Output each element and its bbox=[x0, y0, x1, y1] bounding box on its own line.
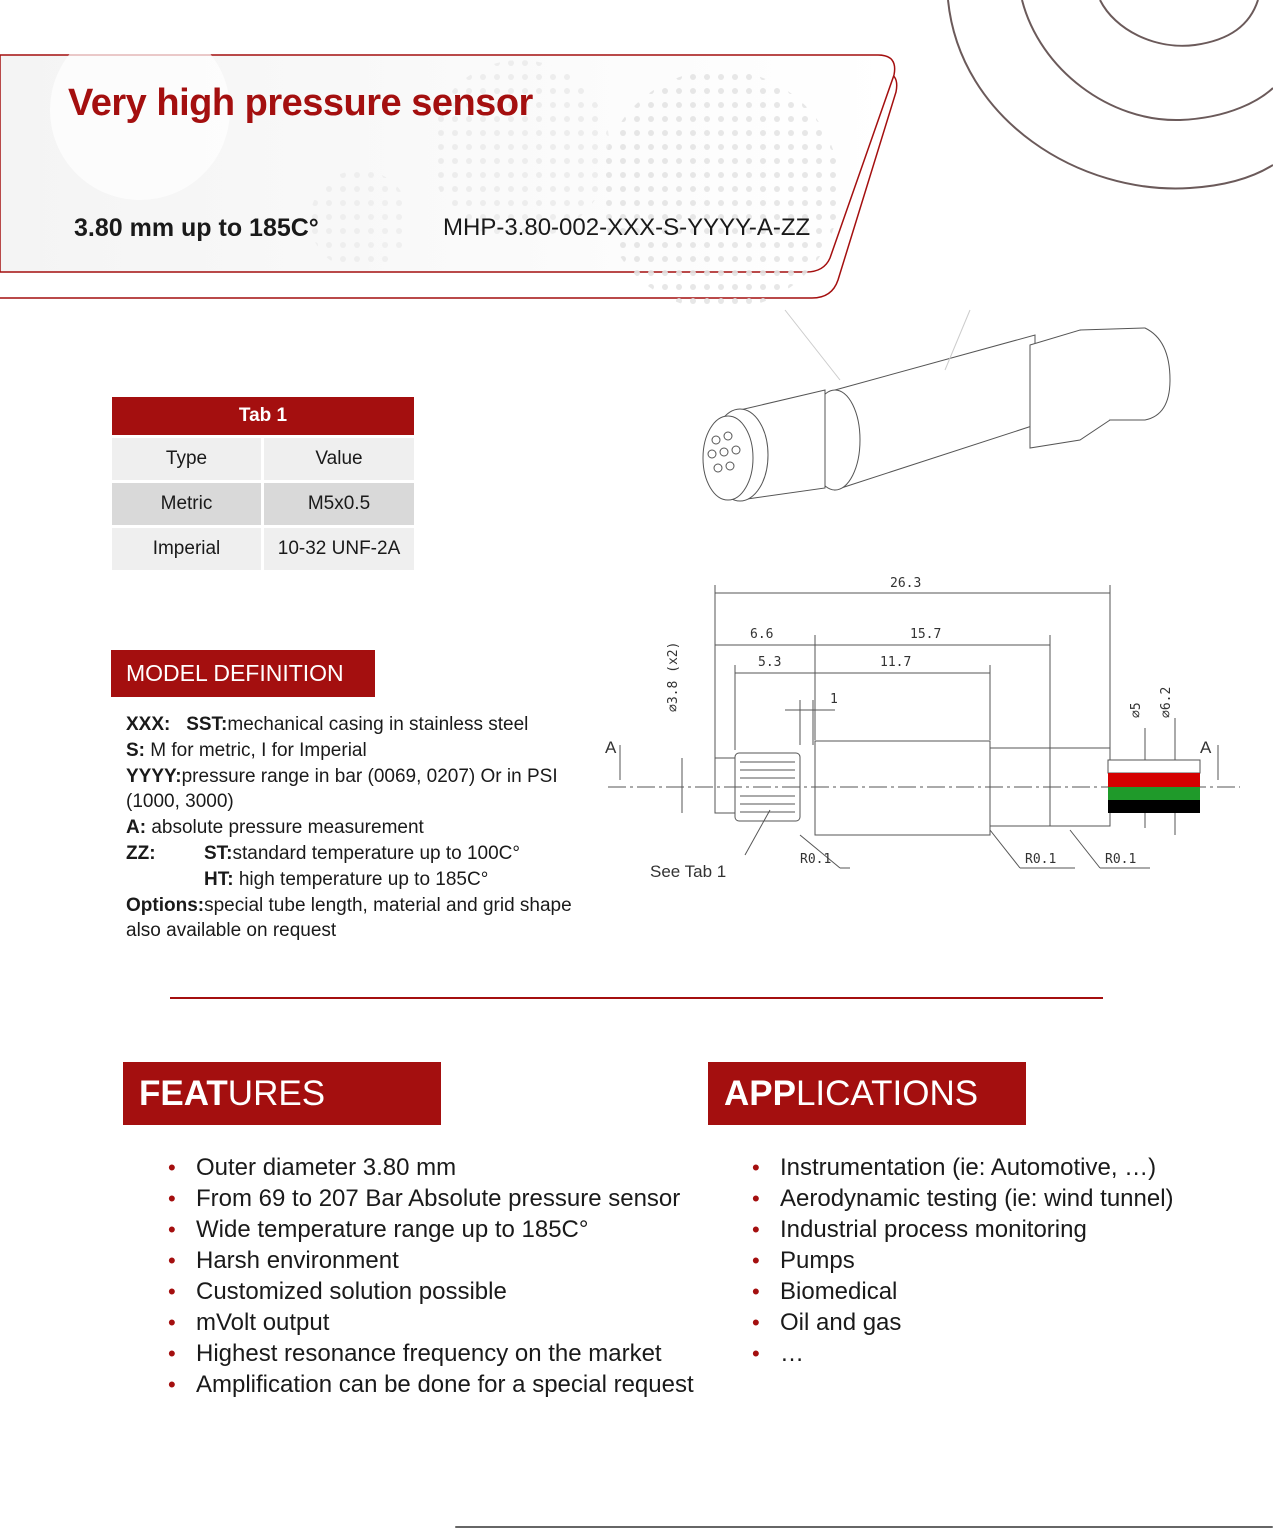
md-text: standard temperature up to 100C° bbox=[232, 842, 520, 864]
md-text: mechanical casing in stainless steel bbox=[227, 714, 529, 735]
md-text: M for metric, I for Imperial bbox=[150, 739, 367, 761]
product-subtitle: 3.80 mm up to 185C° bbox=[74, 214, 319, 242]
decorative-arcs bbox=[940, 0, 1273, 200]
model-definition-body bbox=[126, 712, 616, 944]
md-key: ZZ: bbox=[126, 842, 156, 864]
list-item: • Customized solution possible bbox=[168, 1276, 694, 1307]
applications-heading-rest: LICATIONS bbox=[795, 1073, 979, 1113]
list-item: • mVolt output bbox=[168, 1307, 694, 1338]
dim-1: 1 bbox=[830, 692, 838, 707]
list-item: • From 69 to 207 Bar Absolute pressure sensor bbox=[168, 1183, 694, 1214]
md-text: special tube length, material and grid shape bbox=[204, 894, 572, 916]
sensor-3d-view bbox=[703, 310, 1170, 501]
list-item: • Wide temperature range up to 185C° bbox=[168, 1214, 694, 1245]
section-a-left: A bbox=[605, 738, 617, 757]
r01-label: R0.1 bbox=[1025, 852, 1057, 867]
dim-total: 26.3 bbox=[890, 576, 922, 591]
dim-15-7: 15.7 bbox=[910, 627, 942, 642]
applications-list bbox=[752, 1152, 1174, 1369]
header-banner bbox=[0, 0, 910, 305]
list-item: • Industrial process monitoring bbox=[752, 1214, 1174, 1245]
see-tab-label: See Tab 1 bbox=[650, 862, 727, 881]
list-item: • Highest resonance frequency on the market bbox=[168, 1338, 694, 1369]
table-cell: 10-32 UNF-2A bbox=[264, 528, 414, 570]
list-item: • Pumps bbox=[752, 1245, 1174, 1276]
list-item: • Outer diameter 3.80 mm bbox=[168, 1152, 694, 1183]
features-heading bbox=[123, 1062, 441, 1125]
table-header-cell: Value bbox=[264, 438, 414, 480]
table-row bbox=[112, 528, 414, 570]
md-text: pressure range in bar (0069, 0207) Or in PSI bbox=[181, 765, 558, 787]
list-item: • Instrumentation (ie: Automotive, …) bbox=[752, 1152, 1174, 1183]
table-header-cell: Type bbox=[112, 438, 261, 480]
table-cell: M5x0.5 bbox=[264, 483, 414, 525]
md-key: Options: bbox=[126, 894, 205, 916]
dim-11-7: 11.7 bbox=[880, 655, 912, 670]
table-cell: Imperial bbox=[112, 528, 261, 570]
r01-label: R0.1 bbox=[800, 852, 832, 867]
tab1-table bbox=[112, 397, 414, 570]
md-key: YYYY: bbox=[126, 765, 182, 787]
applications-heading bbox=[708, 1062, 1026, 1125]
model-definition-heading: MODEL DEFINITION bbox=[111, 650, 375, 697]
applications-heading-bold: APP bbox=[724, 1073, 796, 1113]
md-key: HT: bbox=[204, 868, 234, 890]
list-item: • Amplification can be done for a special request bbox=[168, 1369, 694, 1400]
md-text: (1000, 3000) bbox=[126, 791, 234, 813]
md-key: XXX: bbox=[126, 714, 171, 735]
features-heading-rest: URES bbox=[227, 1073, 326, 1113]
md-key: ST: bbox=[204, 842, 233, 864]
md-text: absolute pressure measurement bbox=[151, 817, 424, 839]
wire-bundle bbox=[1108, 760, 1200, 813]
page-title: Very high pressure sensor bbox=[68, 82, 533, 124]
features-list bbox=[168, 1152, 694, 1400]
md-text: high temperature up to 185C° bbox=[238, 868, 489, 890]
md-key: SST: bbox=[186, 714, 228, 735]
section-a-right: A bbox=[1200, 738, 1212, 757]
list-item: • Oil and gas bbox=[752, 1307, 1174, 1338]
dim-5-3: 5.3 bbox=[758, 655, 782, 670]
section-divider bbox=[170, 997, 1103, 999]
dim-diameter-6-2: ⌀6.2 bbox=[1159, 686, 1174, 718]
dim-diameter-3-8: ⌀3.8 (x2) bbox=[666, 641, 681, 712]
dim-diameter-5: ⌀5 bbox=[1129, 702, 1144, 718]
dim-6-6: 6.6 bbox=[750, 627, 774, 642]
list-item: • Harsh environment bbox=[168, 1245, 694, 1276]
footer-line bbox=[455, 1526, 1273, 1528]
table-cell: Metric bbox=[112, 483, 261, 525]
table-header-row bbox=[112, 438, 414, 480]
r01-label: R0.1 bbox=[1105, 852, 1137, 867]
tab1-title: Tab 1 bbox=[112, 397, 414, 435]
list-item: • … bbox=[752, 1338, 1174, 1369]
list-item: • Aerodynamic testing (ie: wind tunnel) bbox=[752, 1183, 1174, 1214]
features-heading-bold: FEAT bbox=[139, 1073, 228, 1113]
md-text: also available on request bbox=[126, 920, 337, 942]
md-key: A: bbox=[126, 817, 147, 839]
md-key: S: bbox=[126, 739, 145, 761]
sensor-technical-drawing bbox=[600, 300, 1250, 900]
list-item: • Biomedical bbox=[752, 1276, 1174, 1307]
table-row bbox=[112, 483, 414, 525]
part-number: MHP-3.80-002-XXX-S-YYYY-A-ZZ bbox=[443, 214, 811, 241]
